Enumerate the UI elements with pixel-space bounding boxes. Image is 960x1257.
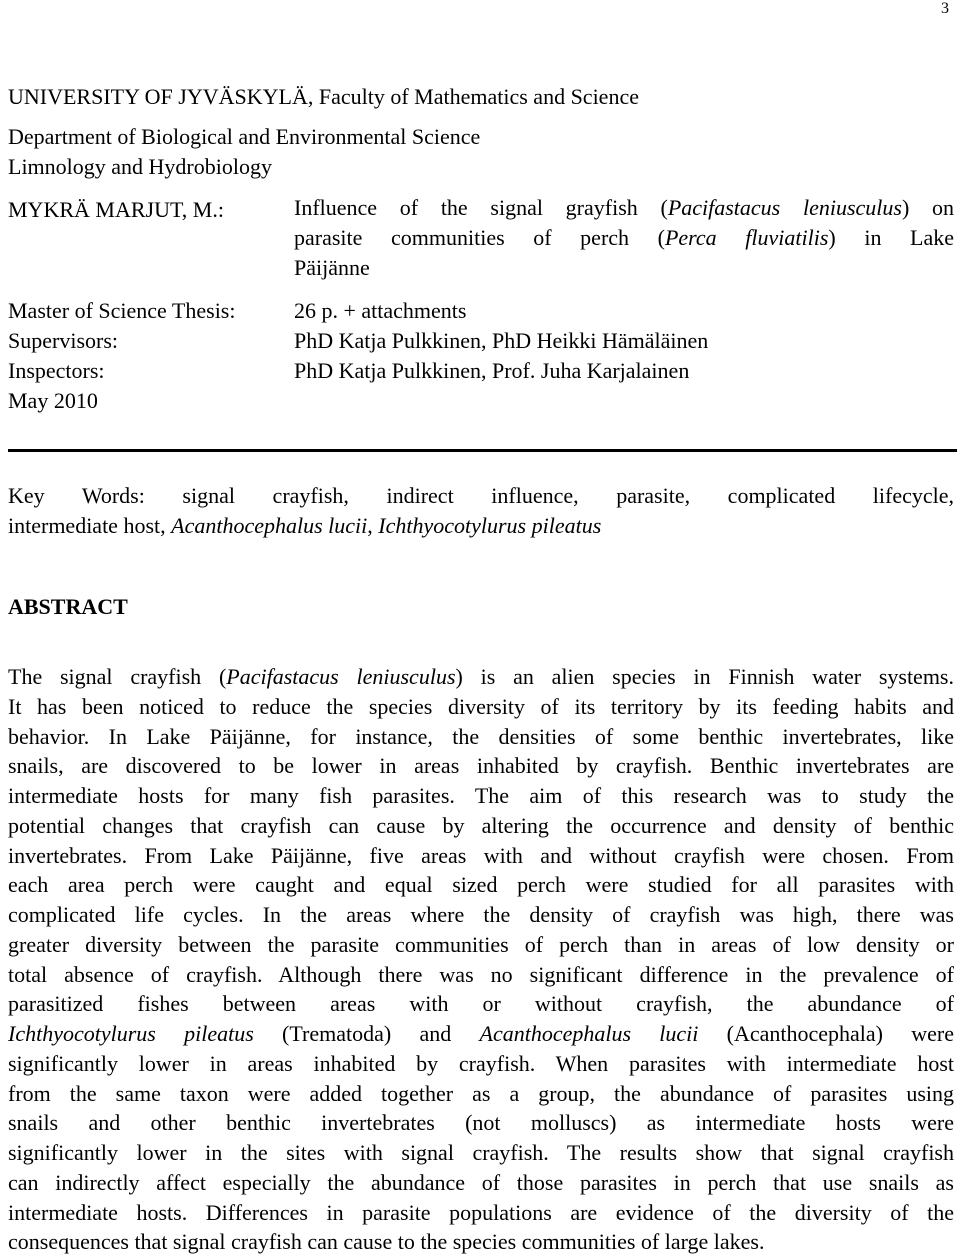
page-number: 3: [941, 0, 949, 17]
abstract-line: greater diversity between the parasite communities of perch than in areas of low density or: [8, 931, 954, 957]
inspectors-value: PhD Katja Pulkkinen, Prof. Juha Karjalainen: [294, 358, 690, 383]
keywords: [8, 481, 954, 541]
abstract-line: significantly lower in the sites with signal crayfish. The results show that signal crayfish: [8, 1140, 954, 1165]
species-name: Ichthyocotylurus pileatus: [8, 1021, 254, 1046]
abstract-line: each area perch were caught and equal sized perch were studied for all parasites with: [8, 872, 954, 898]
abstract-line: snails, are discovered to be lower in areas inhabited by crayfish. Benthic invertebrates are: [8, 753, 954, 779]
abstract-line: intermediate hosts for many fish parasites. The aim of this research was to study the: [8, 783, 954, 808]
abstract-line: intermediate hosts. Differences in parasite populations are evidence of the diversity of the: [8, 1199, 954, 1225]
keywords-line: Key Words: signal crayfish, indirect influence, parasite, complicated lifecycle,: [8, 483, 954, 508]
abstract-line: consequences that signal crayfish can cause to the species communities of large lakes.: [8, 1229, 765, 1255]
thesis-title-line: parasite communities of perch (Perca fluviatilis) in Lake: [294, 225, 955, 250]
species-name: Pacifastacus leniusculus: [667, 195, 902, 220]
abstract-line: parasitized fishes between areas with or without crayfish, the abundance of: [8, 991, 954, 1017]
unit-line: Limnology and Hydrobiology: [8, 154, 272, 179]
section-divider: [8, 449, 957, 452]
thesis-type-value: 26 p. + attachments: [294, 298, 467, 323]
thesis-title: [294, 193, 954, 283]
thesis-date: May 2010: [8, 388, 98, 413]
abstract-line: total absence of crayfish. Although there was no significant difference in the prevalence of: [8, 961, 954, 987]
abstract-line: snails and other benthic invertebrates (not molluscs) as intermediate hosts were: [8, 1110, 954, 1136]
species-name: Acanthocephalus lucii: [479, 1021, 699, 1046]
abstract-line: behavior. In Lake Päijänne, for instance, the densities of some benthic invertebrates, like: [8, 723, 954, 749]
species-name: Acanthocephalus lucii: [171, 513, 368, 538]
abstract-line: can indirectly affect especially the abundance of those parasites in perch that use snails as: [8, 1169, 954, 1195]
abstract-line: potential changes that crayfish can cause by altering the occurrence and density of benthic: [8, 812, 954, 838]
university-line: UNIVERSITY OF JYVÄSKYLÄ, Faculty of Mathematics and Science: [8, 84, 639, 109]
thesis-type-label: Master of Science Thesis:: [8, 298, 236, 323]
department-line: Department of Biological and Environmental Science: [8, 124, 481, 149]
abstract-line: invertebrates. From Lake Päijänne, five areas with and without crayfish were chosen. From: [8, 842, 954, 868]
abstract-line: from the same taxon were added together as a group, the abundance of parasites using: [8, 1080, 954, 1106]
supervisors-value: PhD Katja Pulkkinen, PhD Heikki Hämäläinen: [294, 328, 709, 353]
inspectors-label: Inspectors:: [8, 358, 105, 383]
species-name: Perca fluviatilis: [664, 225, 829, 250]
thesis-title-line: Päijänne: [294, 255, 370, 280]
species-name: Ichthyocotylurus pileatus: [378, 513, 602, 538]
abstract-line: The signal crayfish (Pacifastacus leniusculus) is an alien species in Finnish water systems.: [8, 664, 954, 689]
supervisors-label: Supervisors:: [8, 328, 118, 353]
species-name: Pacifastacus leniusculus: [226, 664, 456, 689]
abstract-line: significantly lower in areas inhabited by crayfish. When parasites with intermediate host: [8, 1050, 954, 1076]
abstract-line: Ichthyocotylurus pileatus (Trematoda) and Acanthocephalus lucii (Acanthocephala) were: [8, 1021, 955, 1046]
author-label: MYKRÄ MARJUT, M.:: [8, 197, 224, 222]
abstract-line: It has been noticed to reduce the species diversity of its territory by its feeding habits and: [8, 693, 954, 719]
abstract-body: [8, 662, 954, 1257]
abstract-heading: ABSTRACT: [8, 594, 128, 619]
keywords-line: intermediate host, Acanthocephalus lucii, Ichthyocotylurus pileatus: [8, 513, 602, 538]
abstract-line: complicated life cycles. In the areas where the density of crayfish was high, there was: [8, 902, 954, 927]
thesis-title-line: Influence of the signal grayfish (Pacifastacus leniusculus) on: [294, 195, 954, 220]
